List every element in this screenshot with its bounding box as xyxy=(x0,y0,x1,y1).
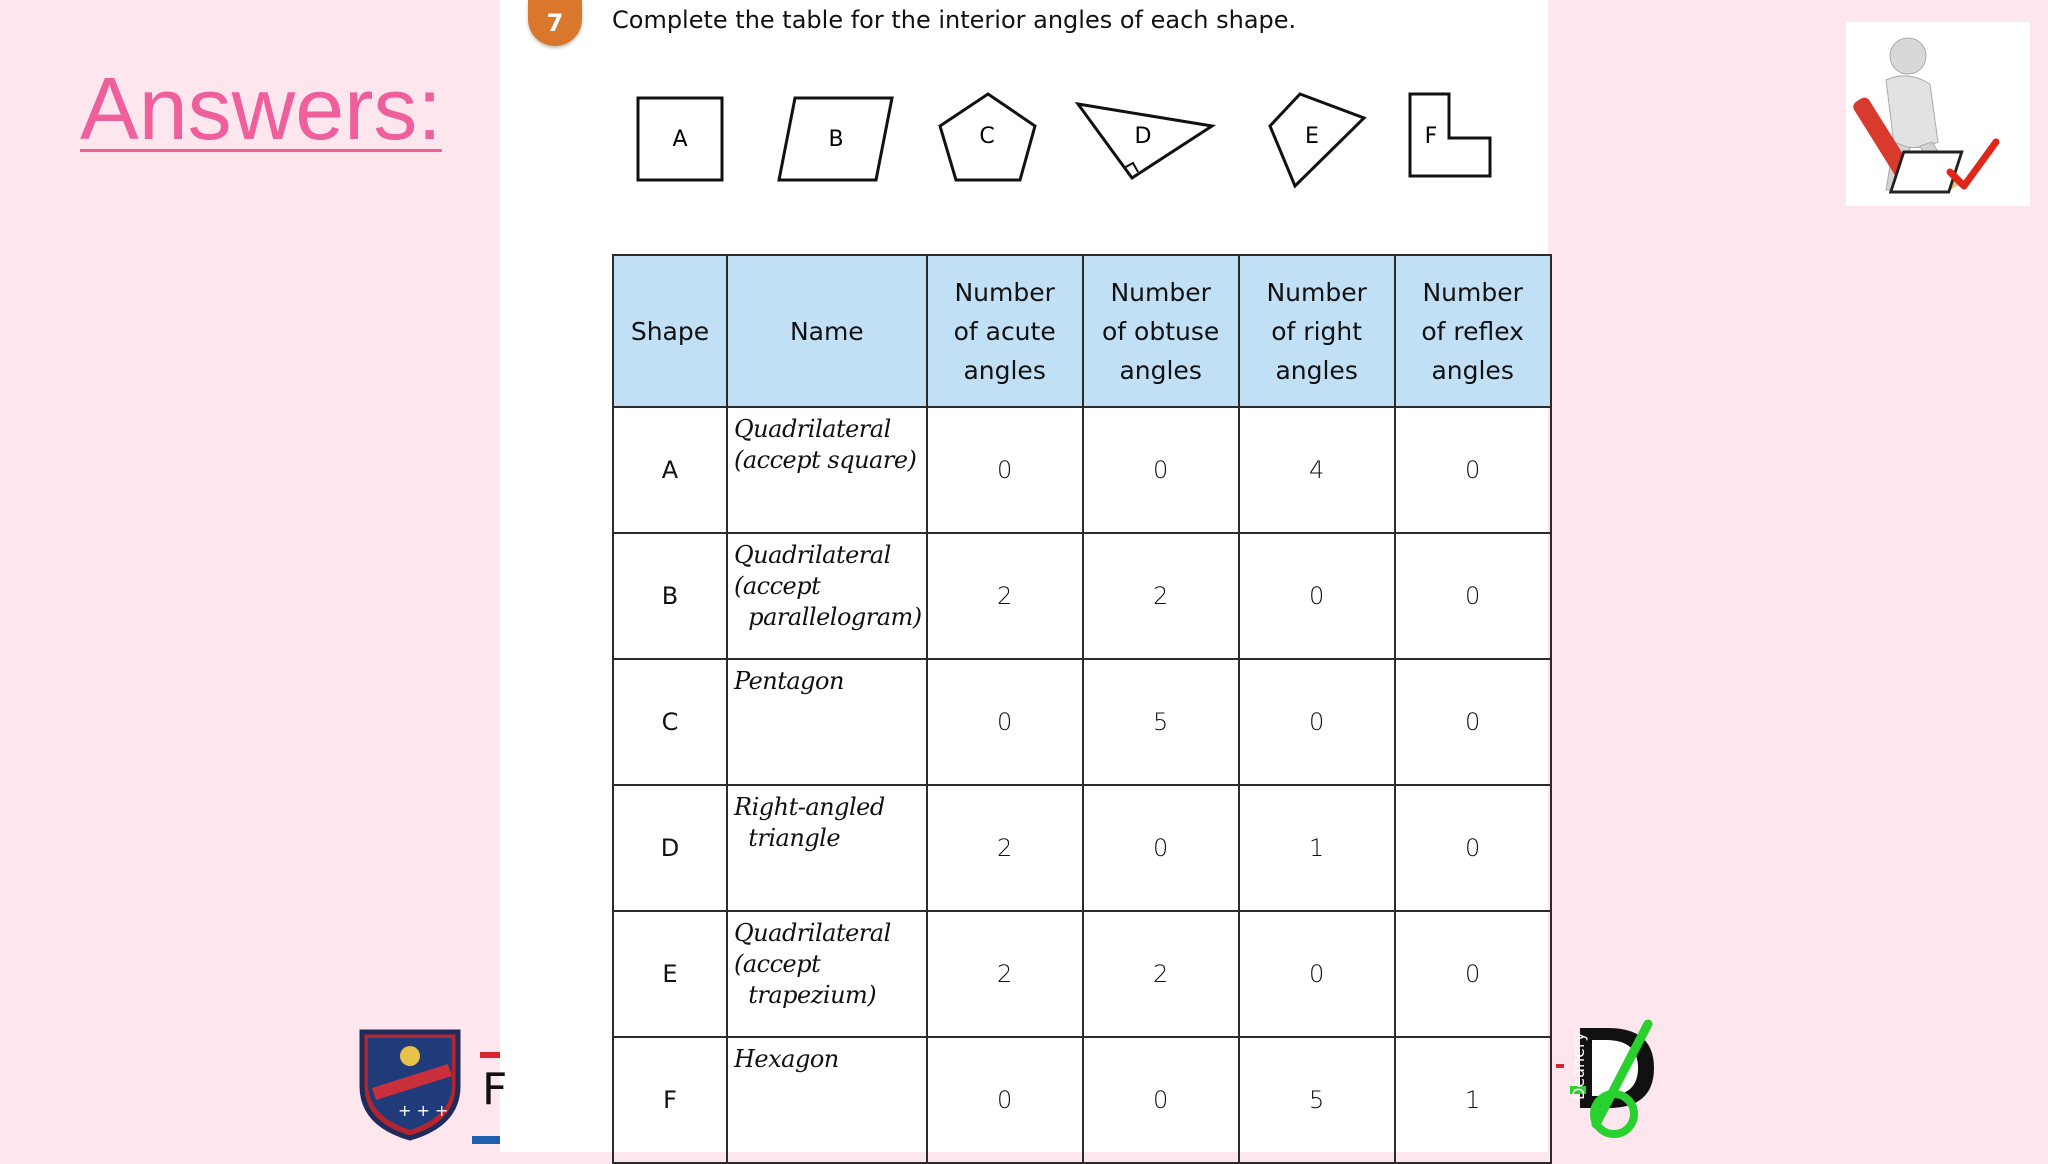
cell-right: 0 xyxy=(1239,911,1395,1037)
deanery-logo-graphic xyxy=(1556,1020,1676,1140)
partial-logo-text: F xyxy=(482,1064,508,1115)
cell-reflex: 1 xyxy=(1395,1037,1551,1163)
cell-obtuse: 0 xyxy=(1083,407,1239,533)
cell-name: Quadrilateral (accept square) xyxy=(727,407,927,533)
cell-name: Right-angled triangle xyxy=(727,785,927,911)
table-header-row xyxy=(613,255,1551,407)
cell-name: Quadrilateral (accept trapezium) xyxy=(727,911,927,1037)
deanery-logo xyxy=(1556,1020,1676,1144)
cell-shape: D xyxy=(613,785,727,911)
cell-shape: E xyxy=(613,911,727,1037)
header-acute: Number of acute angles xyxy=(927,255,1083,407)
svg-text:+ + +: + + + xyxy=(398,1101,449,1120)
cell-shape: C xyxy=(613,659,727,785)
cell-reflex: 0 xyxy=(1395,911,1551,1037)
cell-reflex: 0 xyxy=(1395,533,1551,659)
table-row xyxy=(613,911,1551,1037)
shape-a-label: A xyxy=(672,127,688,152)
cell-obtuse: 2 xyxy=(1083,911,1239,1037)
header-name: Name xyxy=(727,255,927,407)
pencil-check-icon xyxy=(1846,22,2030,206)
cell-name: Hexagon xyxy=(727,1037,927,1163)
partial-logo-graphic xyxy=(470,1040,508,1150)
header-right: Number of right angles xyxy=(1239,255,1395,407)
cell-obtuse: 2 xyxy=(1083,533,1239,659)
partial-logo xyxy=(470,1040,508,1154)
shield-icon xyxy=(358,1028,462,1140)
table-row xyxy=(613,407,1551,533)
cell-shape: A xyxy=(613,407,727,533)
cell-obtuse: 0 xyxy=(1083,785,1239,911)
interior-angles-table xyxy=(612,254,1552,1164)
table-row xyxy=(613,785,1551,911)
deanery-logo-text: Deanery xyxy=(1569,1032,1588,1100)
cell-shape: F xyxy=(613,1037,727,1163)
pencil-check-illustration xyxy=(1846,22,2030,206)
question-instruction: Complete the table for the interior angles of each shape. xyxy=(612,6,1297,34)
shape-c xyxy=(940,94,1035,180)
cell-right: 5 xyxy=(1239,1037,1395,1163)
cell-reflex: 0 xyxy=(1395,785,1551,911)
shape-d-label: D xyxy=(1134,124,1152,149)
cell-obtuse: 0 xyxy=(1083,1037,1239,1163)
cell-name: Quadrilateral (accept parallelogram) xyxy=(727,533,927,659)
page-title: Answers: xyxy=(80,59,442,158)
table-row xyxy=(613,1037,1551,1163)
shape-e xyxy=(1270,94,1364,186)
cell-acute: 0 xyxy=(927,1037,1083,1163)
cell-right: 4 xyxy=(1239,407,1395,533)
shapes-diagram xyxy=(620,84,1520,204)
cell-shape: B xyxy=(613,533,727,659)
shape-b-label: B xyxy=(828,127,844,152)
table-row xyxy=(613,659,1551,785)
cell-right: 0 xyxy=(1239,533,1395,659)
shapes-row xyxy=(620,84,1520,204)
cell-right: 0 xyxy=(1239,659,1395,785)
shape-c-label: C xyxy=(979,124,995,149)
header-shape: Shape xyxy=(613,255,727,407)
question-number-badge: 7 xyxy=(528,0,582,46)
shape-e-label: E xyxy=(1305,124,1319,149)
shape-a xyxy=(638,98,722,180)
cell-name: Pentagon xyxy=(727,659,927,785)
cell-obtuse: 5 xyxy=(1083,659,1239,785)
school-crest-logo xyxy=(358,1028,462,1144)
shape-f-label: F xyxy=(1424,124,1438,149)
cell-acute: 2 xyxy=(927,911,1083,1037)
cell-acute: 2 xyxy=(927,533,1083,659)
cell-reflex: 0 xyxy=(1395,659,1551,785)
cell-acute: 0 xyxy=(927,659,1083,785)
table-row xyxy=(613,533,1551,659)
cell-acute: 0 xyxy=(927,407,1083,533)
header-reflex: Number of reflex angles xyxy=(1395,255,1551,407)
shape-f xyxy=(1410,94,1490,176)
cell-reflex: 0 xyxy=(1395,407,1551,533)
header-obtuse: Number of obtuse angles xyxy=(1083,255,1239,407)
shape-d xyxy=(1078,104,1212,178)
cell-right: 1 xyxy=(1239,785,1395,911)
shape-b xyxy=(779,98,892,180)
cell-acute: 2 xyxy=(927,785,1083,911)
